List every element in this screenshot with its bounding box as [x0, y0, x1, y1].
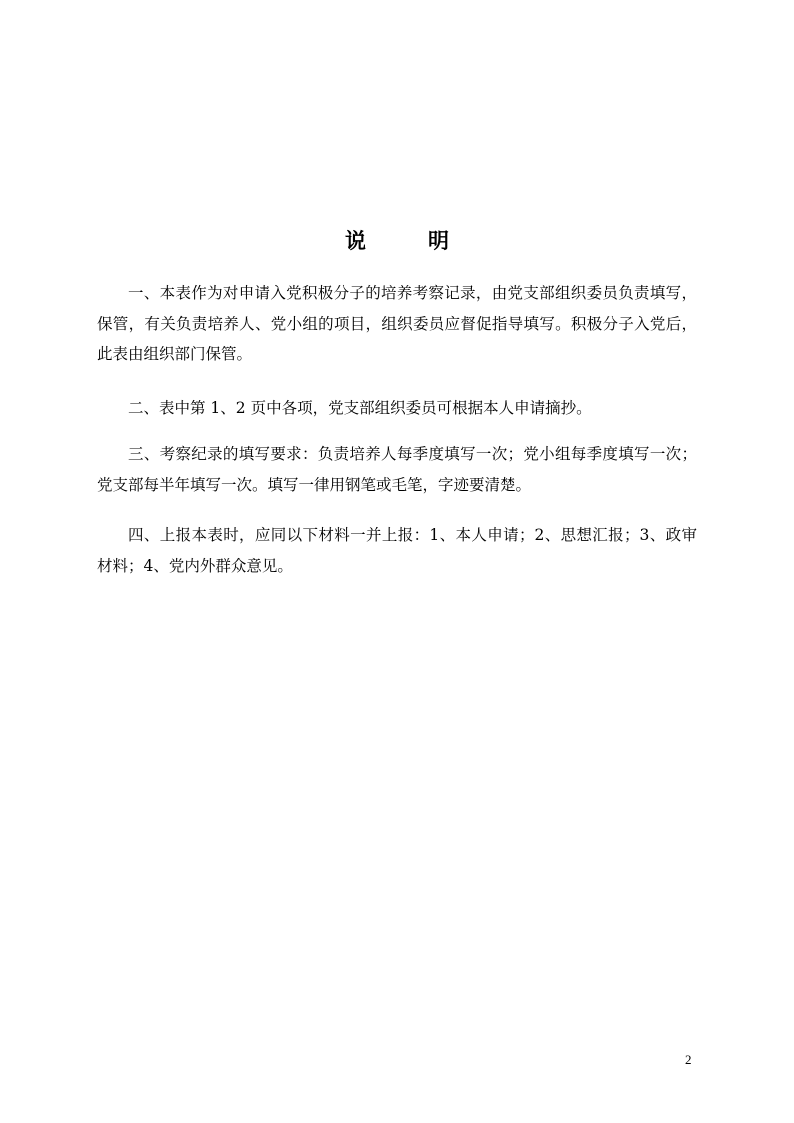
paragraph-3: 三、考察纪录的填写要求：负责培养人每季度填写一次；党小组每季度填写一次；党支部每半年填写一次。填写一律用钢笔或毛笔，字迹要清楚。	[97, 445, 697, 494]
title-char-1: 说	[345, 228, 366, 253]
paragraph-4: 四、上报本表时，应同以下材料一并上报：1、本人申请；2、思想汇报；3、政审材料；4、党内外群众意见。	[97, 526, 697, 575]
title-char-2: 明	[428, 228, 449, 253]
paragraph-2: 二、表中第 1、2 页中各项，党支部组织委员可根据本人申请摘抄。	[128, 399, 592, 417]
page-number: 2	[685, 1052, 692, 1067]
page-title	[0, 226, 794, 256]
paragraph-1: 一、本表作为对申请入党积极分子的培养考察记录，由党支部组织委员负责填写，保管，有关负责培养人、党小组的项目，组织委员应督促指导填写。积极分子入党后，此表由组织部门保管。	[97, 284, 697, 363]
